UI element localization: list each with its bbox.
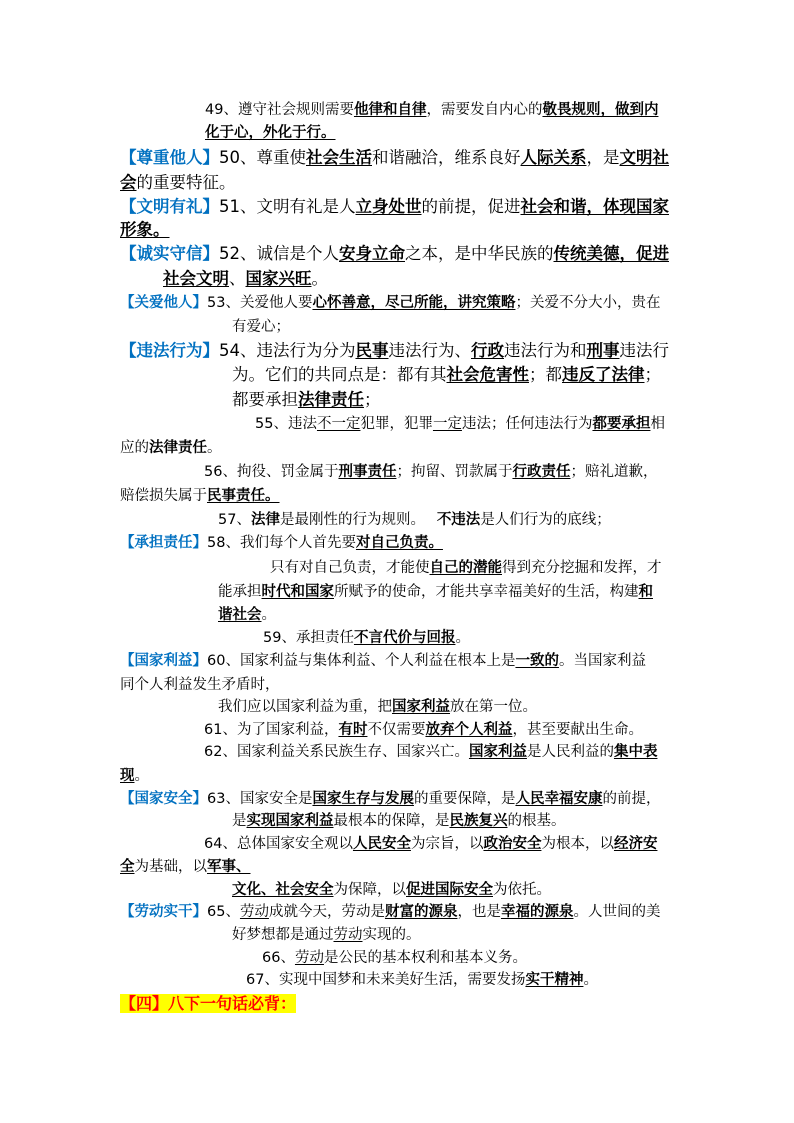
emphasis-text: 实干精神 xyxy=(525,972,584,988)
body-text: ； xyxy=(644,365,661,384)
body-text: 54、违法行为分为 xyxy=(219,341,356,360)
body-text: 59、承担责任 xyxy=(263,630,354,646)
body-text: 的重要特征。 xyxy=(136,173,236,192)
body-text: 为保障，以 xyxy=(333,882,406,898)
body-text: 。当国家利益 xyxy=(558,653,646,669)
body-text: 55、违法 xyxy=(255,416,317,432)
emphasis-text: 幸福的源泉 xyxy=(500,904,574,920)
text-line xyxy=(204,720,643,740)
body-text: 只有对自己负责，才能使 xyxy=(270,560,430,576)
body-text: 65、 xyxy=(207,904,240,920)
body-text: 的根基。 xyxy=(507,813,566,829)
text-line xyxy=(120,148,669,168)
body-text: 犯罪，犯罪 xyxy=(360,416,433,432)
text-line xyxy=(232,317,290,337)
text-line xyxy=(232,880,551,900)
body-text: 赔偿损失属于 xyxy=(120,488,207,504)
emphasis-text: 传统美德，促进 xyxy=(553,244,669,263)
text-line xyxy=(120,766,149,786)
emphasis-text: 立身处世 xyxy=(355,197,422,216)
emphasis-text: 自己的潜能 xyxy=(429,560,502,576)
emphasis-text: 行政责任 xyxy=(512,464,571,480)
body-text: 最根本的保障，是 xyxy=(333,813,450,829)
body-text: 不仅需要 xyxy=(367,722,426,738)
emphasis-text: 违反了法律 xyxy=(562,365,645,384)
body-text: 51、文明有礼是人 xyxy=(219,197,356,216)
body-text: 61、为了国家利益， xyxy=(204,722,339,738)
body-text: 有爱心； xyxy=(232,319,290,335)
emphasis-text: 有时 xyxy=(338,722,368,738)
body-text: 实现的。 xyxy=(362,927,421,943)
body-text: 的前提，促进 xyxy=(421,197,521,216)
body-text: 67、实现中国梦和未来美好生活，需要发扬 xyxy=(246,972,526,988)
emphasis-text: 民事责任。 xyxy=(207,488,280,504)
emphasis-text: 集中表 xyxy=(613,744,658,760)
text-line xyxy=(120,994,296,1015)
emphasis-text: 心怀善意，尽己所能，讲究策略 xyxy=(312,295,516,311)
body-text: 64、总体国家安全观以 xyxy=(204,836,353,852)
emphasis-text: 政治安全 xyxy=(483,836,542,852)
text-line xyxy=(218,697,537,717)
body-text: 53、关爱他人要 xyxy=(207,295,313,311)
section-tag: 【尊重他人】 xyxy=(120,148,219,167)
body-text: ；关爱不分大小，贵在 xyxy=(515,295,661,311)
body-text: 是人民利益的 xyxy=(526,744,614,760)
emphasis-text: 财富的源泉 xyxy=(384,904,458,920)
body-text: 违法；任何违法行为 xyxy=(461,416,593,432)
emphasis-text: 社会危害性 xyxy=(446,365,529,384)
emphasis-text: 社会文明 xyxy=(163,269,229,288)
body-text: 58、我们每个人首先要 xyxy=(207,535,356,551)
body-text: 。 xyxy=(207,440,222,456)
body-text: 是公民的基本权利和基本义务。 xyxy=(323,950,527,966)
text-line xyxy=(218,605,276,625)
emphasis-text: 全 xyxy=(120,859,135,875)
body-text: ；都 xyxy=(529,365,562,384)
emphasis-text: 经济安 xyxy=(613,836,658,852)
emphasis-text: 民族复兴 xyxy=(449,813,508,829)
body-text: 57、 xyxy=(218,512,251,528)
emphasis-text: 民事 xyxy=(355,341,389,360)
text-line xyxy=(232,365,661,385)
text-line xyxy=(120,857,251,877)
body-text: 能承担 xyxy=(218,584,262,600)
body-text: 50、尊重使 xyxy=(219,148,306,167)
text-line xyxy=(120,651,646,671)
body-text: 我们应以国家利益为重，把 xyxy=(218,699,392,715)
section-tag: 【违法行为】 xyxy=(120,341,219,360)
emphasis-text: 不违法 xyxy=(436,512,481,528)
body-text: 、 xyxy=(229,269,246,288)
emphasis-text: 一定 xyxy=(432,416,462,432)
emphasis-text: 现 xyxy=(120,768,135,784)
section-heading: 【四】八下一句话必背： xyxy=(120,994,297,1013)
text-line xyxy=(218,582,653,602)
emphasis-text: 化于心，外化于行。 xyxy=(205,125,336,141)
text-line xyxy=(120,486,280,506)
section-tag: 【承担责任】 xyxy=(120,535,207,551)
text-line xyxy=(262,948,527,968)
text-line xyxy=(120,902,660,922)
body-text: 。 xyxy=(311,269,328,288)
body-text: 。人世间的美 xyxy=(573,904,661,920)
body-text: 的前提， xyxy=(602,791,661,807)
body-text: 为依托。 xyxy=(493,882,551,898)
emphasis-text: 文化、社会安全 xyxy=(232,882,334,898)
body-text: 违法行为和 xyxy=(504,341,587,360)
body-text: 相 xyxy=(650,416,665,432)
emphasis-text: 文明社 xyxy=(619,148,669,167)
emphasis-text: 法律责任 xyxy=(149,440,207,456)
body-text: ；拘留、罚款属于 xyxy=(396,464,513,480)
body-text: 之本，是中华民族的 xyxy=(405,244,554,263)
text-line xyxy=(120,789,660,809)
body-text: 。 xyxy=(134,768,149,784)
body-text: 违法行为、 xyxy=(388,341,471,360)
emphasis-text: 劳动 xyxy=(294,950,324,966)
text-line xyxy=(270,558,662,578)
text-line xyxy=(120,244,669,264)
emphasis-text: 不言代价与回报 xyxy=(353,630,456,646)
body-text: 是人们行为的底线； xyxy=(480,512,611,528)
emphasis-text: 人民幸福安康 xyxy=(515,791,603,807)
emphasis-text: 国家利益 xyxy=(392,699,450,715)
emphasis-text: 法律责任 xyxy=(298,390,364,409)
text-line xyxy=(205,123,336,143)
emphasis-text: 劳动 xyxy=(239,904,269,920)
body-text: 成就今天，劳动是 xyxy=(268,904,385,920)
emphasis-text: 一致的 xyxy=(515,653,559,669)
text-line xyxy=(120,341,669,361)
emphasis-text: 国家生存与发展 xyxy=(312,791,414,807)
text-line xyxy=(246,970,598,990)
text-line xyxy=(232,811,566,831)
body-text: 是 xyxy=(232,813,247,829)
text-line xyxy=(218,510,611,530)
emphasis-text: 促进国际安全 xyxy=(406,882,493,898)
text-line xyxy=(120,197,669,217)
emphasis-text: 国家兴旺 xyxy=(245,269,312,288)
body-text: 是最刚性的行为规则。 xyxy=(279,512,437,528)
text-line xyxy=(255,414,665,434)
emphasis-text: 军事、 xyxy=(207,859,251,875)
emphasis-text: 会 xyxy=(120,173,137,192)
emphasis-text: 刑事 xyxy=(586,341,620,360)
body-text: 和谐融洽，维系良好 xyxy=(372,148,521,167)
text-line xyxy=(120,438,222,458)
body-text: 为。它们的共同点是：都有其 xyxy=(232,365,447,384)
text-line xyxy=(232,390,381,410)
body-text: 52、诚信是个人 xyxy=(219,244,339,263)
body-text: ，是 xyxy=(586,148,620,167)
body-text: 同个人利益发生矛盾时， xyxy=(120,677,280,693)
emphasis-text: 实现国家利益 xyxy=(246,813,334,829)
text-line xyxy=(120,675,280,695)
body-text: 。 xyxy=(455,630,470,646)
body-text: ；赔礼道歉， xyxy=(570,464,658,480)
body-text: 得到充分挖掘和发挥，才 xyxy=(502,560,662,576)
section-tag: 【文明有礼】 xyxy=(120,197,219,216)
emphasis-text: 形象。 xyxy=(120,220,170,239)
emphasis-text: 时代和国家 xyxy=(261,584,334,600)
emphasis-text: 行政 xyxy=(471,341,504,360)
body-text: 所赋予的使命，才能共享幸福美好的生活，构建 xyxy=(334,584,639,600)
emphasis-text: 都要承担 xyxy=(592,416,651,432)
body-text: 56、拘役、罚金属于 xyxy=(204,464,339,480)
emphasis-text: 刑事责任 xyxy=(338,464,397,480)
section-tag: 【关爱他人】 xyxy=(120,295,207,311)
body-text: 。 xyxy=(261,607,276,623)
body-text: 放在第一位。 xyxy=(450,699,537,715)
section-tag: 【国家利益】 xyxy=(120,653,207,669)
body-text: 为宗旨，以 xyxy=(410,836,484,852)
text-line xyxy=(204,834,657,854)
text-line xyxy=(204,462,657,482)
text-line xyxy=(204,742,657,762)
emphasis-text: 放弃个人利益 xyxy=(425,722,513,738)
emphasis-text: 法律 xyxy=(250,512,280,528)
body-text: 63、国家安全是 xyxy=(207,791,313,807)
body-text: 为根本，以 xyxy=(541,836,614,852)
emphasis-text: 不一定 xyxy=(316,416,361,432)
body-text: 66、 xyxy=(262,950,295,966)
emphasis-text: 谐社会 xyxy=(218,607,262,623)
emphasis-text: 劳动 xyxy=(333,927,363,943)
body-text: ； xyxy=(364,390,381,409)
section-tag: 【劳动实干】 xyxy=(120,904,207,920)
body-text: 好梦想都是通过 xyxy=(232,927,334,943)
body-text: 违法行 xyxy=(619,341,669,360)
emphasis-text: 国家利益 xyxy=(468,744,527,760)
section-tag: 【国家安全】 xyxy=(120,791,207,807)
text-line xyxy=(232,925,421,945)
body-text: 都要承担 xyxy=(232,390,298,409)
body-text: 60、国家利益与集体利益、个人利益在根本上是 xyxy=(207,653,516,669)
emphasis-text: 社会生活 xyxy=(306,148,372,167)
text-line xyxy=(120,533,443,553)
emphasis-text: 对自己负责。 xyxy=(355,535,443,551)
body-text: 。 xyxy=(583,972,598,988)
text-line xyxy=(263,628,470,648)
body-text: 应的 xyxy=(120,440,149,456)
emphasis-text: 和 xyxy=(638,584,653,600)
emphasis-text: 人民安全 xyxy=(352,836,411,852)
body-text: 为基础，以 xyxy=(134,859,207,875)
emphasis-text: 社会和谐，体现国家 xyxy=(520,197,669,216)
body-text: 的重要保障，是 xyxy=(413,791,516,807)
emphasis-text: 他律和自律 xyxy=(353,102,427,118)
text-line xyxy=(163,269,328,289)
text-line xyxy=(205,100,658,120)
text-line xyxy=(120,220,170,240)
text-line xyxy=(120,293,660,313)
body-text: ，甚至要献出生命。 xyxy=(512,722,643,738)
section-tag: 【诚实守信】 xyxy=(120,244,219,263)
body-text: 62、国家利益关系民族生存、国家兴亡。 xyxy=(204,744,469,760)
emphasis-text: 敬畏规则，做到内 xyxy=(542,102,659,118)
text-line xyxy=(120,173,236,193)
body-text: 49、遵守社会规则需要 xyxy=(205,102,354,118)
emphasis-text: 安身立命 xyxy=(339,244,405,263)
body-text: ，也是 xyxy=(457,904,501,920)
emphasis-text: 人际关系 xyxy=(520,148,587,167)
body-text: ，需要发自内心的 xyxy=(426,102,543,118)
